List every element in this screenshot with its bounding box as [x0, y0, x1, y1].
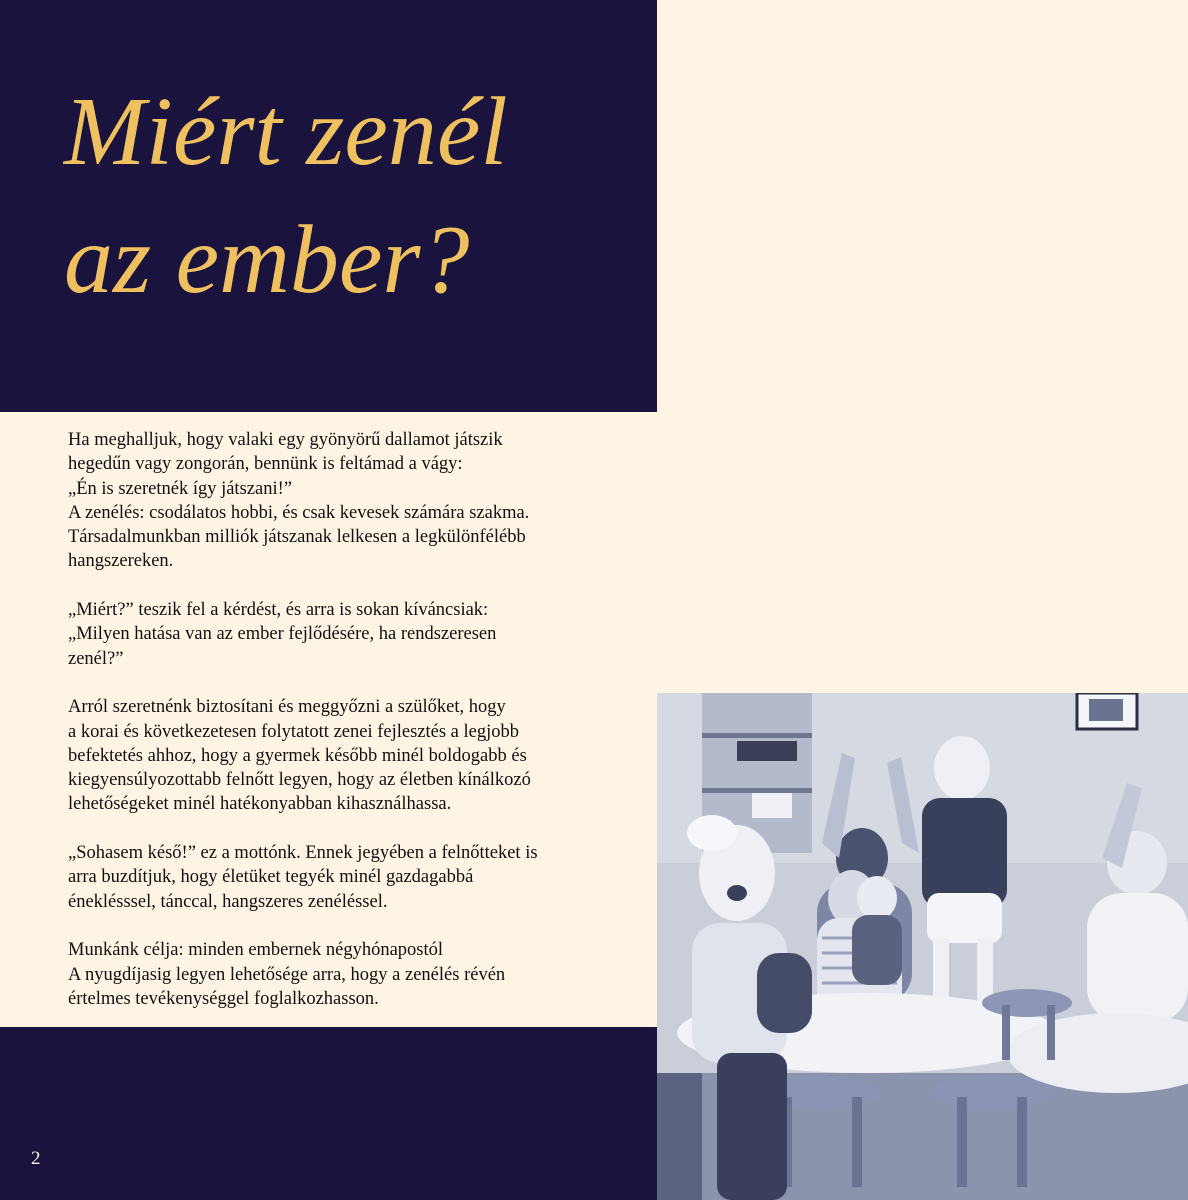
body-text [68, 428, 648, 1035]
paragraph-2: „Miért?” teszik fel a kérdést, és arra is sokan kíváncsiak: „Milyen hatása van az ember fejlődésére, ha rendszeresen zenél?” [68, 600, 497, 669]
title-line-2: az ember? [64, 206, 470, 314]
children-music-class-photo [657, 693, 1188, 1200]
paragraph-5: Munkánk célja: minden embernek négyhónapostól A nyugdíjasig legyen lehetősége arra, hogy a zenélés révén értelmes tevékenységgel foglalkozhasson. [68, 940, 506, 1009]
footer-panel [0, 1027, 657, 1200]
paragraph-3: Arról szeretnénk biztosítani és meggyőzni a szülőket, hogy a korai és következetesen folytatott zenei fejlesztés a legjobb befektetés ahhoz, hogy a gyermek később minél boldogabb és kiegyensúlyozottabb felnőtt legyen, hogy az életben kínálkozó lehetőségeket minél hatékonyabban kihasználhassa. [68, 697, 531, 815]
page-number: 2 [31, 1148, 41, 1169]
title-line-1: Miért zenél [64, 78, 508, 186]
blank-panel [657, 0, 1188, 693]
paragraph-4: „Sohasem késő!” ez a mottónk. Ennek jegyében a felnőtteket is arra buzdítjuk, hogy életüket tegyék minél gazdagabbá éneklésssel, tánccal, hangszeres zenéléssel. [68, 843, 538, 912]
paragraph-1: Ha meghalljuk, hogy valaki egy gyönyörű dallamot játszik hegedűn vagy zongorán, bennünk is feltámad a vágy: „Én is szeretnék így játszani!” A zenélés: csodálatos hobbi, és csak kevesek számára szakma. Társadalmunkban milliók játszanak lelkesen a legkülönfélébb hangszereken. [68, 430, 530, 572]
title-panel [0, 0, 657, 412]
page-title [64, 68, 508, 324]
